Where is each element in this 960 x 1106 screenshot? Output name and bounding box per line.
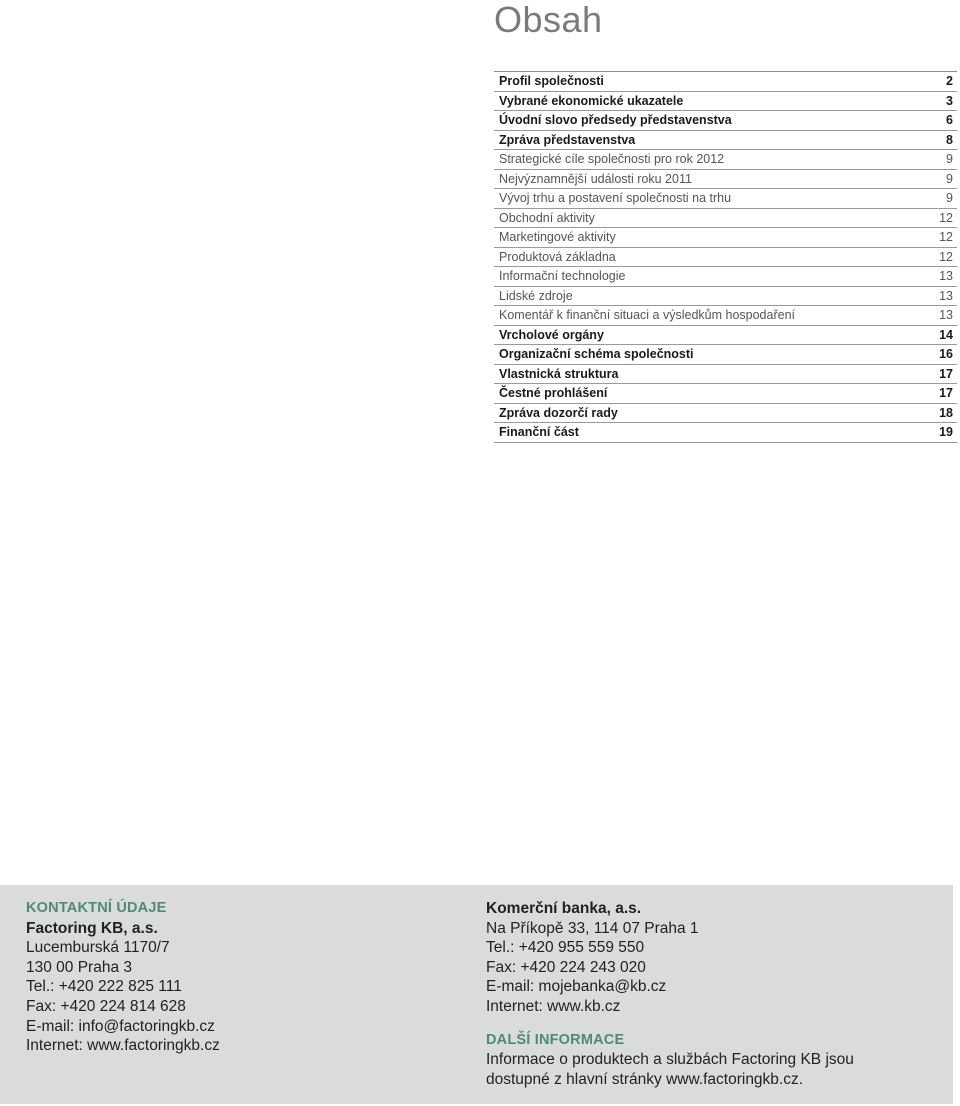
toc-entry[interactable] — [494, 189, 957, 209]
toc-entry-label: Vývoj trhu a postavení společnosti na trhu — [499, 191, 732, 206]
toc-entry-label: Čestné prohlášení — [499, 386, 608, 401]
toc-entry-page: 3 — [946, 93, 953, 108]
toc-entry[interactable] — [494, 170, 957, 190]
toc-entry[interactable] — [494, 345, 957, 365]
toc-entry-label: Profil společnosti — [499, 74, 604, 89]
toc-entry-page: 13 — [939, 308, 953, 323]
toc-entry[interactable] — [494, 365, 957, 385]
toc-entry-label: Informační technologie — [499, 269, 626, 284]
toc-entry-page: 19 — [939, 425, 953, 440]
toc-entry-page: 2 — [946, 74, 953, 89]
toc-entry-label: Marketingové aktivity — [499, 230, 616, 245]
toc-entry-page: 12 — [939, 210, 953, 225]
more-info-text-line1: Informace o produktech a službách Factoring KB jsou — [486, 1051, 854, 1069]
toc-entry[interactable] — [494, 111, 957, 131]
toc-entry-page: 13 — [939, 288, 953, 303]
toc-entry-label: Vybrané ekonomické ukazatele — [499, 93, 684, 108]
bank-email: E-mail: mojebanka@kb.cz — [486, 978, 667, 996]
contact-heading: KONTAKTNÍ ÚDAJE — [26, 900, 167, 916]
toc-entry[interactable] — [494, 228, 957, 248]
company-phone: Tel.: +420 222 825 111 — [26, 978, 182, 996]
page-title: Obsah — [494, 0, 603, 40]
toc-entry-page: 6 — [946, 113, 953, 128]
toc-entry[interactable] — [494, 423, 957, 443]
toc-entry-label: Zpráva představenstva — [499, 132, 636, 147]
toc-entry-page: 9 — [946, 152, 953, 167]
toc-entry-label: Finanční část — [499, 425, 579, 440]
toc-entry-page: 12 — [939, 249, 953, 264]
toc-entry[interactable] — [494, 326, 957, 346]
toc-entry[interactable] — [494, 248, 957, 268]
toc-entry[interactable] — [494, 384, 957, 404]
contact-right-column — [486, 899, 886, 1089]
bank-address: Na Příkopě 33, 114 07 Praha 1 — [486, 919, 699, 937]
toc-entry-label: Obchodní aktivity — [499, 210, 595, 225]
toc-entry[interactable] — [494, 72, 957, 92]
toc-entry-label: Strategické cíle společnosti pro rok 2012 — [499, 152, 725, 167]
toc-entry-label: Nejvýznamnější události roku 2011 — [499, 171, 692, 186]
toc-entry-label: Zpráva dozorčí rady — [499, 405, 618, 420]
toc-entry-page: 14 — [939, 327, 953, 342]
toc-entry-label: Úvodní slovo předsedy představenstva — [499, 113, 732, 128]
toc-entry[interactable] — [494, 267, 957, 287]
toc-entry[interactable] — [494, 150, 957, 170]
toc-entry-label: Produktová základna — [499, 249, 616, 264]
company-fax: Fax: +420 224 814 628 — [26, 997, 186, 1015]
toc-entry[interactable] — [494, 92, 957, 112]
toc-entry-label: Lidské zdroje — [499, 288, 573, 303]
toc-entry-page: 17 — [939, 386, 953, 401]
company-street: Lucemburská 1170/7 — [26, 939, 170, 957]
bank-name: Komerční banka, a.s. — [486, 900, 642, 917]
toc-entry-label: Vrcholové orgány — [499, 327, 604, 342]
toc-entry-label: Komentář k finanční situaci a výsledkům hospodaření — [499, 308, 795, 323]
table-of-contents — [494, 71, 957, 443]
toc-entry-page: 12 — [939, 230, 953, 245]
contact-left-column — [26, 899, 220, 1056]
toc-entry[interactable] — [494, 287, 957, 307]
contact-box — [0, 885, 953, 1104]
toc-entry-page: 9 — [946, 171, 953, 186]
company-name: Factoring KB, a.s. — [26, 919, 158, 937]
bank-website: Internet: www.kb.cz — [486, 997, 621, 1015]
more-info-text-line2: dostupné z hlavní stránky www.factoringkb.cz. — [486, 1070, 804, 1088]
toc-entry[interactable] — [494, 131, 957, 151]
toc-entry-page: 17 — [939, 366, 953, 381]
more-info-heading: DALŠÍ INFORMACE — [486, 1031, 625, 1048]
toc-entry-page: 9 — [946, 191, 953, 206]
toc-entry-label: Vlastnická struktura — [499, 366, 619, 381]
bank-phone: Tel.: +420 955 559 550 — [486, 939, 645, 957]
toc-entry[interactable] — [494, 209, 957, 229]
toc-entry-page: 16 — [939, 347, 953, 362]
toc-entry-page: 8 — [946, 132, 953, 147]
toc-entry-page: 18 — [939, 405, 953, 420]
toc-entry[interactable] — [494, 306, 957, 326]
toc-entry-page: 13 — [939, 269, 953, 284]
toc-entry[interactable] — [494, 404, 957, 424]
company-city: 130 00 Praha 3 — [26, 958, 133, 976]
company-website: Internet: www.factoringkb.cz — [26, 1037, 220, 1055]
bank-fax: Fax: +420 224 243 020 — [486, 958, 646, 976]
company-email: E-mail: info@factoringkb.cz — [26, 1017, 215, 1035]
toc-entry-label: Organizační schéma společnosti — [499, 347, 694, 362]
